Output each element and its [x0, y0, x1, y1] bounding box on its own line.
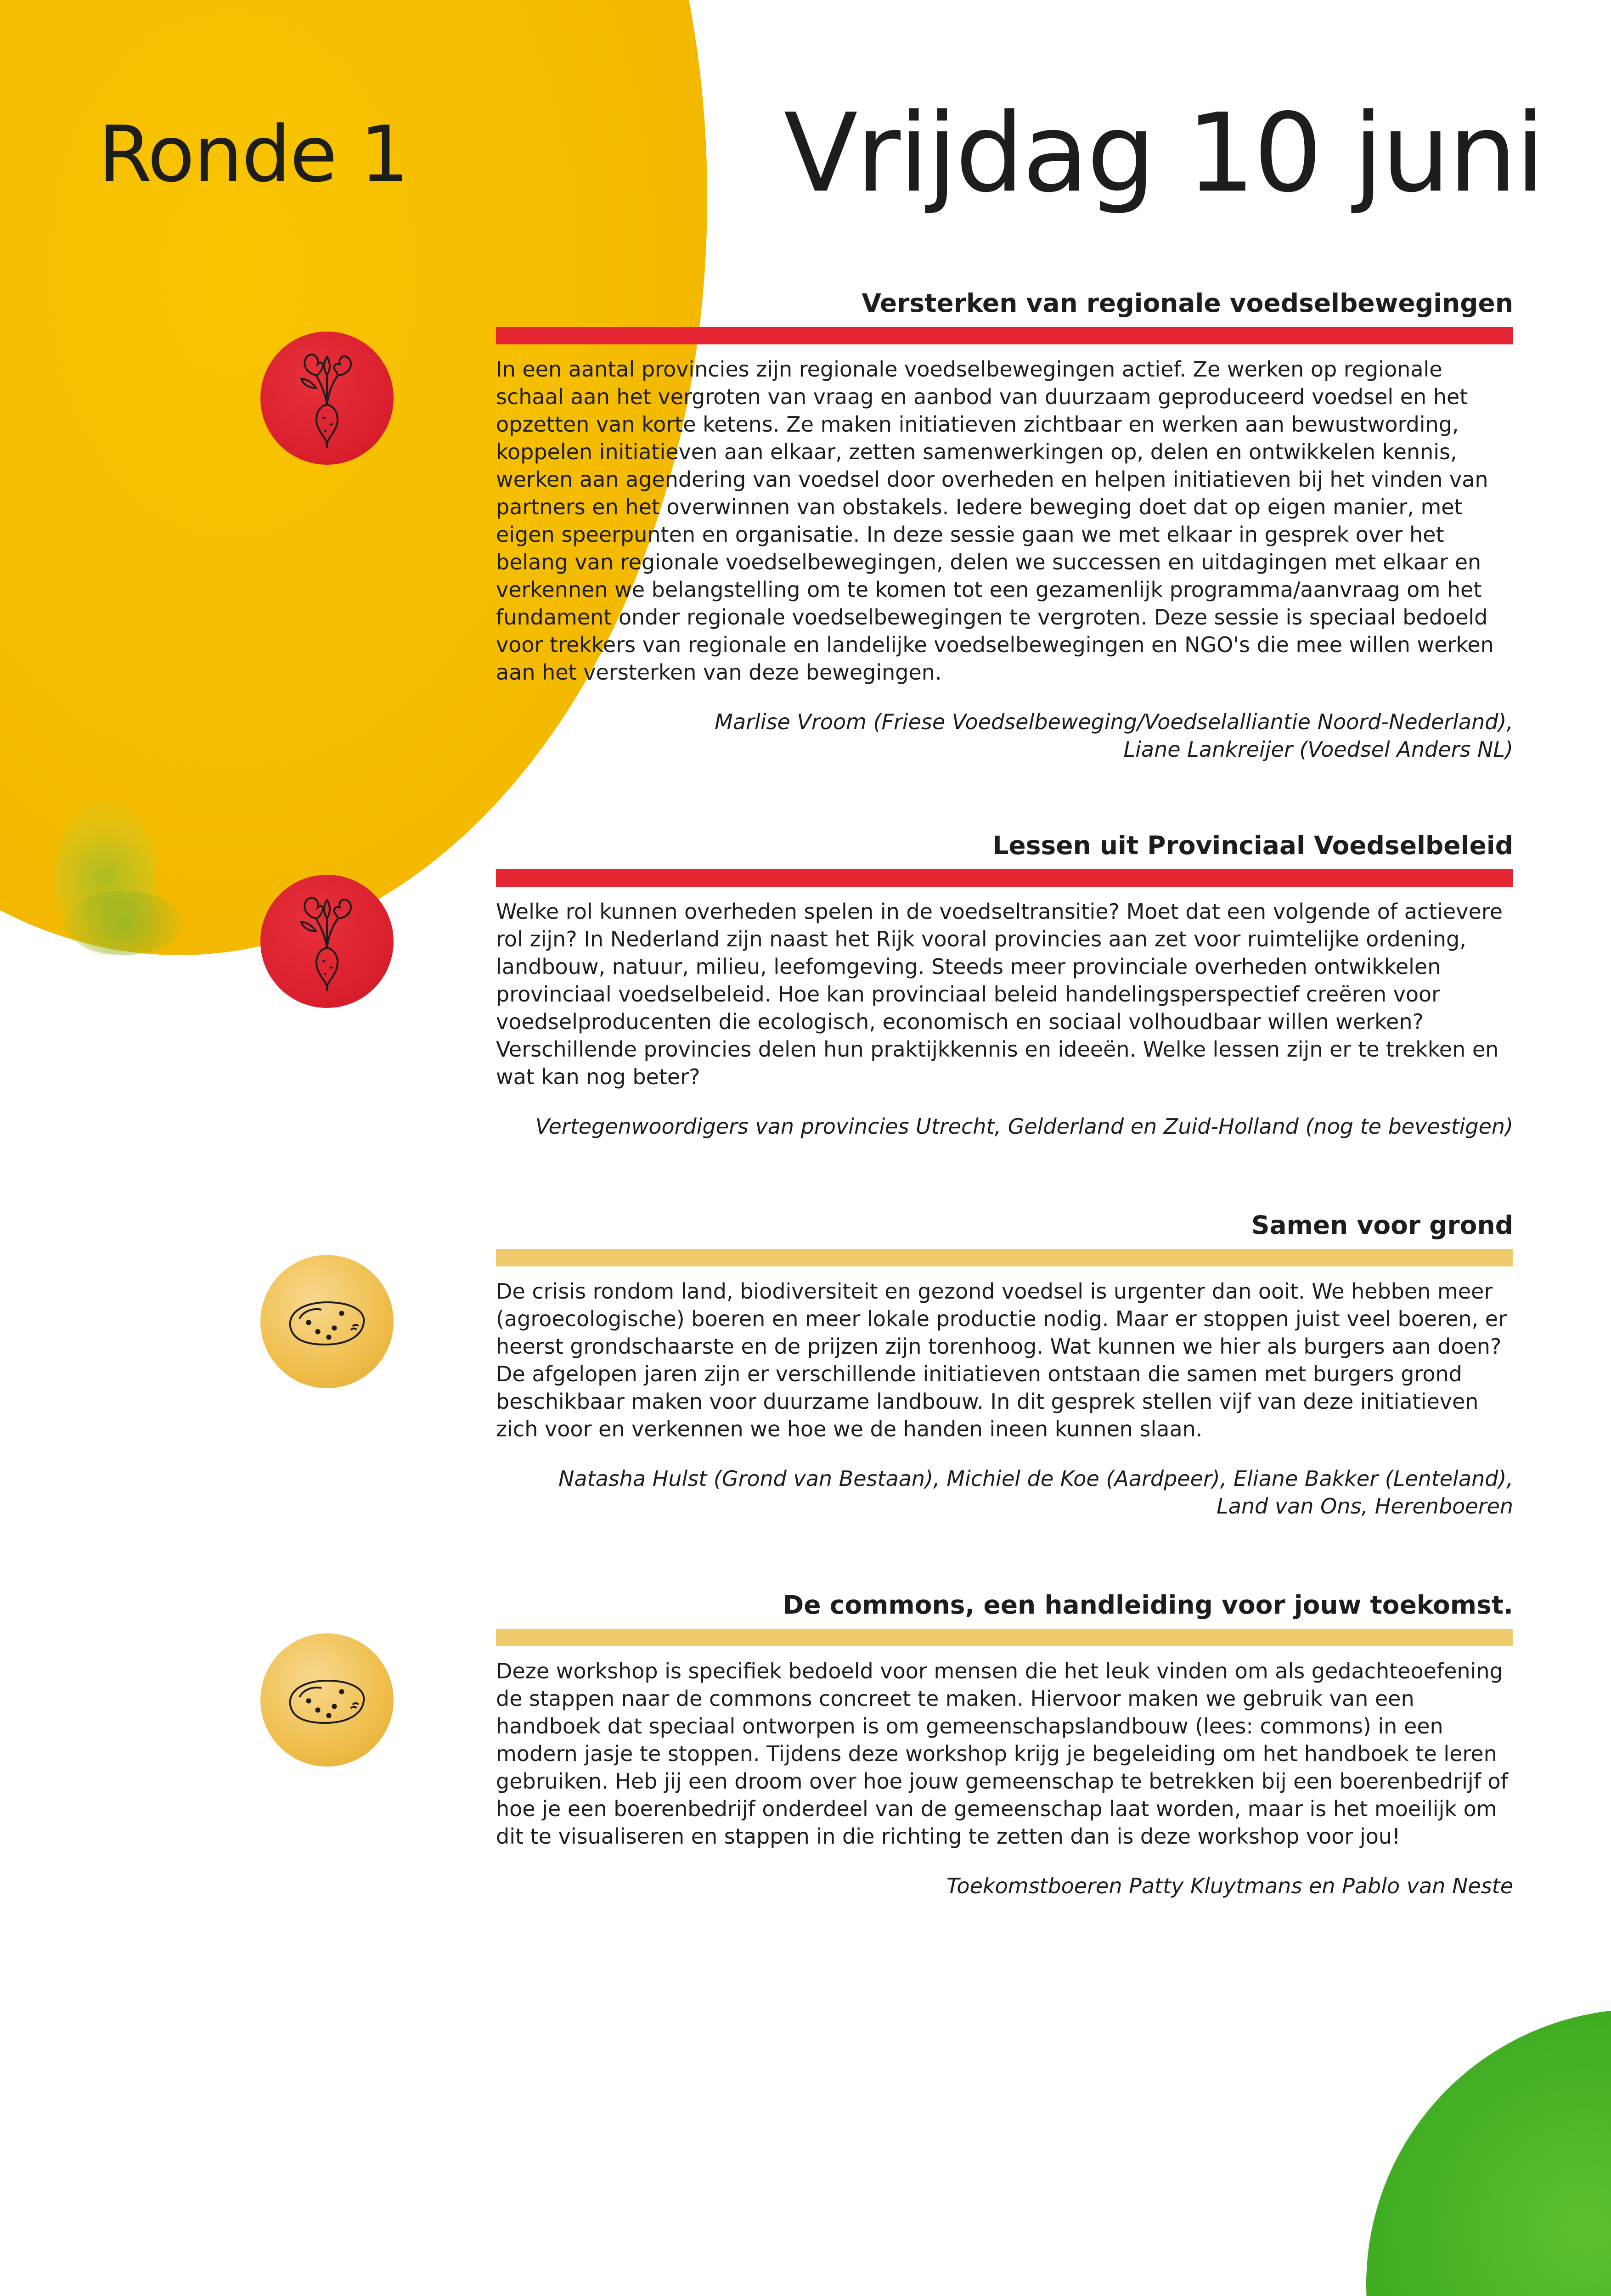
speaker-line: Land van Ons, Herenboeren	[1217, 1494, 1513, 1519]
page-date: Vrijdag 10 juni	[783, 90, 1543, 216]
beetroot-icon	[260, 875, 394, 1008]
session-divider-bar	[496, 327, 1513, 344]
session-description: In een aantal provincies zijn regionale voedselbewegingen actief. Ze werken op regionale schaal aan het vergroten van vraag en aanbod van duurzaam geproduceerd voedsel en het opzetten van korte ketens. Ze maken initiatieven zichtbaar en werken aan bewustwording, koppelen initiatieven aan elkaar, zetten samenwerkingen op, delen en ontwikkelen kennis, werken aan agendering van voedsel door overheden en helpen initiatieven bij het vinden van partners en het overwinnen van obstakels. Iedere beweging doet dat op eigen manier, met eigen speerpunten en organisatie. In deze sessie gaan we met elkaar in gesprek over het belang van regionale voedselbewegingen, delen we successen en uitdagingen met elkaar en verkennen we belangstelling om te komen tot een gezamenlijk programma/aanvraag om het fundament onder regionale voedselbewegingen te vergroten. Deze sessie is speciaal bedoeld voor trekkers van regionale en landelijke voedselbewegingen en NGO's die mee willen werken aan het versterken van deze bewegingen.	[496, 357, 1494, 685]
session-description: Deze workshop is specifiek bedoeld voor mensen die het leuk vinden om als gedachteoefening de stappen naar de commons concreet te maken. Hiervoor maken we gebruik van een handboek dat speciaal ontworpen is om gemeenschapslandbouw (lees: commons) in een modern jasje te stoppen. Tijdens deze workshop krijg je begeleiding om het handboek te leren gebruiken. Heb jij een droom over hoe jouw gemeenschap te betrekken bij een boerenbedrijf of hoe je een boerenbedrijf onderdeel van de gemeenschap laat worden, maar is het moeilijk om dit te visualiseren en stappen in die richting te zetten dan is deze workshop voor jou!	[496, 1659, 1508, 1849]
beetroot-icon	[260, 332, 394, 465]
speaker-line: Toekomstboeren Patty Kluytmans en Pablo van Neste	[946, 1874, 1513, 1898]
speaker-line: Natasha Hulst (Grond van Bestaan), Michiel de Koe (Aardpeer), Eliane Bakker (Lenteland),	[558, 1466, 1513, 1491]
green-texture-spot	[64, 891, 184, 955]
session-title: Lessen uit Provinciaal Voedselbeleid	[992, 831, 1513, 860]
green-corner-shape	[1366, 2009, 1611, 2296]
session-provinciaal-voedselbeleid	[496, 827, 1513, 1140]
potato-icon	[260, 1633, 394, 1767]
session-divider-bar	[496, 1249, 1513, 1266]
speaker-line: Vertegenwoordigers van provincies Utrecht, Gelderland en Zuid-Holland (nog te bevestigen)	[535, 1114, 1513, 1139]
session-samen-voor-grond	[496, 1207, 1513, 1520]
session-divider-bar	[496, 1629, 1513, 1646]
round-label: Ronde 1	[98, 109, 408, 199]
speaker-line: Marlise Vroom (Friese Voedselbeweging/Voedselalliantie Noord-Nederland),	[715, 709, 1513, 734]
session-title: De commons, een handleiding voor jouw toekomst.	[783, 1590, 1513, 1620]
session-title: Versterken van regionale voedselbewegingen	[862, 288, 1513, 318]
potato-icon	[260, 1255, 394, 1388]
session-description: Welke rol kunnen overheden spelen in de voedseltransitie? Moet dat een volgende of actievere rol zijn? In Nederland zijn naast het Rijk vooral provincies aan zet voor ruimtelijke ordening, landbouw, natuur, milieu, leefomgeving. Steeds meer provinciale overheden ontwikkelen provinciaal voedselbeleid. Hoe kan provinciaal beleid handelingsperspectief creëren voor voedselproducenten die ecologisch, economisch en sociaal volhoudbaar willen werken? Verschillende provincies delen hun praktijkkennis en ideeën. Welke lessen zijn er te trekken en wat kan nog beter?	[496, 899, 1503, 1089]
session-speakers	[496, 1113, 1513, 1140]
session-title: Samen voor grond	[1251, 1210, 1513, 1240]
session-speakers	[496, 708, 1513, 763]
speaker-line: Liane Lankreijer (Voedsel Anders NL)	[1123, 737, 1513, 762]
session-speakers	[496, 1465, 1513, 1520]
session-regionale-voedselbewegingen	[496, 285, 1513, 763]
session-description: De crisis rondom land, biodiversiteit en gezond voedsel is urgenter dan ooit. We hebben meer (agroecologische) boeren en meer lokale productie nodig. Maar er stoppen juist veel boeren, er heerst grondschaarste en de prijzen zijn torenhoog. Wat kunnen we hier als burgers aan doen? De afgelopen jaren zijn er verschillende initiatieven ontstaan die samen met burgers grond beschikbaar maken voor duurzame landbouw. In dit gesprek stellen vijf van deze initiatieven zich voor en verkennen we hoe we de handen ineen kunnen slaan.	[496, 1279, 1507, 1441]
session-divider-bar	[496, 869, 1513, 887]
session-de-commons	[496, 1587, 1513, 1900]
session-speakers	[496, 1872, 1513, 1900]
